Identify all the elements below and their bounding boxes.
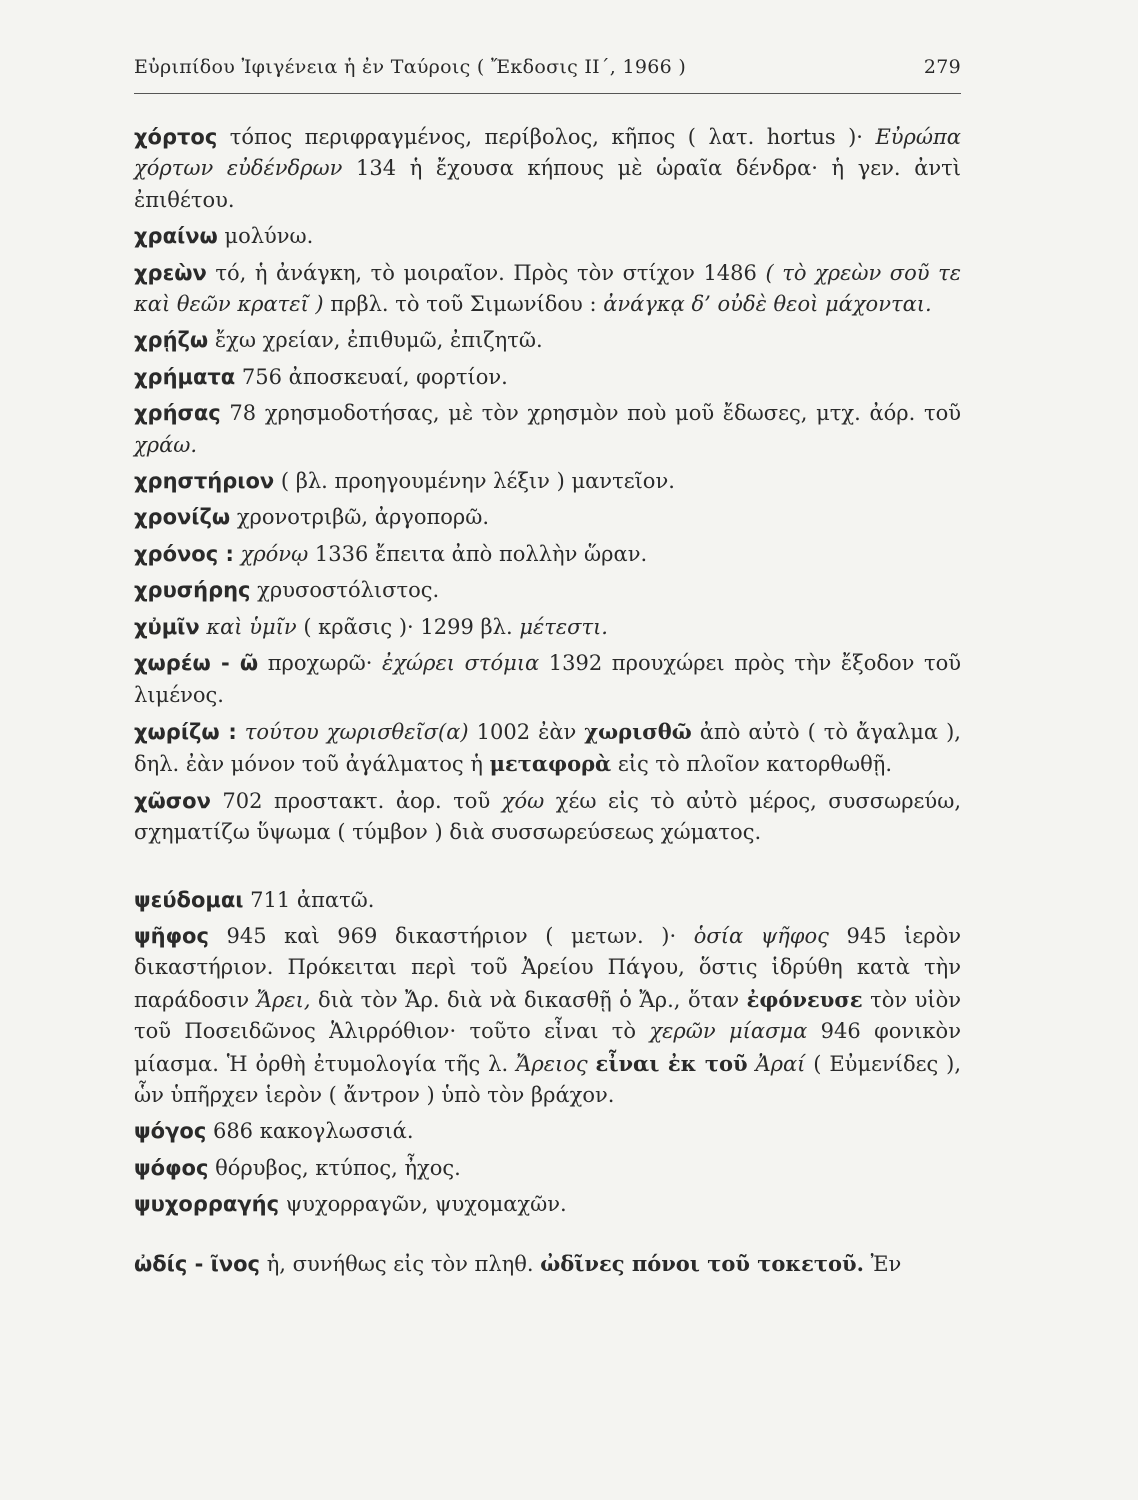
glossary-entry: χὐμῖν καὶ ὑμῖν ( κρᾶσις )· 1299 βλ. μέτεστι. [134,614,608,639]
lemma: χωρίζω : [134,719,237,744]
glossary-entry: χρυσήρης χρυσοστόλιστος. [134,578,440,603]
lemma: ψόφος [134,1155,209,1180]
glossary-entry: ψυχορραγής ψυχορραγῶν, ψυχομαχῶν. [134,1192,567,1217]
lemma: ψῆφος [134,923,209,948]
lemma: χρυσήρης [134,578,251,603]
lemma: χρήσας [134,401,221,426]
header-rule [134,93,961,94]
lemma: χὐμῖν [134,614,200,639]
lemma: χωρέω - ῶ [134,651,259,676]
glossary-entry: χρόνος : χρόνῳ 1336 ἔπειτα ἀπὸ πολλὴν ὥραν. [134,541,648,566]
glossary-entry: ὠδίς - ῖνος ἡ, συνήθως εἰς τὸν πληθ. ὠδῖνες πόνοι τοῦ τοκετοῦ. Ἐν [134,1250,902,1276]
lemma: χραίνω [134,224,218,249]
running-title: Εὐριπίδου Ἰφιγένεια ἡ ἐν Ταύροις ( Ἔκδοσις ΙΙ΄, 1966 ) [134,56,687,78]
glossary-entry: χρεὼν τό, ἡ ἀνάγκη, τὸ μοιραῖον. Πρὸς τὸν στίχον 1486 ( τὸ χρεὼν σοῦ τε καὶ θεῶν κρατεῖ ) πρβλ. τὸ τοῦ Σιμωνίδου : ἀνάγκᾳ δ’ οὐδὲ θεοὶ μάχονται. [134,260,961,317]
section-gap [134,1226,961,1248]
glossary-entry: χῶσον 702 προστακτ. ἀορ. τοῦ χόω χέω εἰς τὸ αὐτὸ μέρος, συσσωρεύω, σχηματίζω ὕψωμα ( τύμβον ) διὰ συσσωρεύσεως χώματος. [134,788,961,845]
section-gap [134,854,961,885]
lemma: ψεύδομαι [134,887,244,912]
glossary-entry: χραίνω μολύνω. [134,224,314,249]
lemma: ψυχορραγής [134,1192,280,1217]
lemma: ὠδίς - ῖνος [134,1251,261,1276]
lemma: χρόνος : [134,541,234,566]
glossary-entry: χρήσας 78 χρησμοδοτήσας, μὲ τὸν χρησμὸν ποὺ μοῦ ἔδωσες, μτχ. ἀόρ. τοῦ χράω. [134,401,961,457]
running-header [134,56,961,78]
glossary-entry: ψῆφος 945 καὶ 969 δικαστήριον ( μετων. )· ὁσία ψῆφος 945 ἱερὸν δικαστήριον. Πρόκειται περὶ τοῦ Ἀρείου Πάγου, ὅστις ἱδρύθη κατὰ τὴν παράδοσιν Ἄρει, διὰ τὸν Ἄρ. διὰ νὰ δικασθῇ ὁ Ἄρ., ὅταν ἐφόνευσε τὸν υἱὸν τοῦ Ποσειδῶνος Ἁλιρρόθιον· τοῦτο εἶναι τὸ χερῶν μίασμα 946 φονικὸν μίασμα. Ἡ ὀρθὴ ἐτυμολογία τῆς λ. Ἄρειος εἶναι ἐκ τοῦ Ἀραί ( Εὐμενίδες ), ὧν ὑπῆρχεν ἱερὸν ( ἄντρον ) ὑπὸ τὸν βράχον. [134,923,962,1107]
glossary-entry: χρήματα 756 ἀποσκευαί, φορτίον. [134,364,508,389]
lemma: χρῄζω [134,328,209,353]
glossary-entry: χρηστήριον ( βλ. προηγουμένην λέξιν ) μαντεῖον. [134,469,675,494]
glossary-entry: χόρτος τόπος περιφραγμένος, περίβολος, κῆπος ( λατ. hortus )· Εὐρώπα χόρτων εὐδένδρων 134 ἡ ἔχουσα κήπους μὲ ὡραῖα δένδρα· ἡ γεν. ἀντὶ ἐπιθέτου. [134,125,961,212]
lemma: χρεὼν [134,260,207,285]
lemma: ψόγος [134,1119,207,1144]
lemma: χῶσον [134,788,211,813]
glossary-entry: ψεύδομαι 711 ἀπατῶ. [134,887,375,912]
page-number: 279 [923,56,961,78]
lemma: χρονίζω [134,505,231,530]
glossary-entry: χωρέω - ῶ προχωρῶ· ἐχώρει στόμια 1392 προυχώρει πρὸς τὴν ἔξοδον τοῦ λιμένος. [134,651,961,707]
glossary-entry: χρονίζω χρονοτριβῶ, ἀργοπορῶ. [134,505,490,530]
glossary-body [134,122,961,1285]
glossary-entry: ψόγος 686 κακογλωσσιά. [134,1119,414,1144]
glossary-entry: χρῄζω ἔχω χρείαν, ἐπιθυμῶ, ἐπιζητῶ. [134,328,543,353]
glossary-entry: χωρίζω : τούτου χωρισθεῖσ(α) 1002 ἐὰν χωρισθῶ ἀπὸ αὐτὸ ( τὸ ἄγαλμα ), δηλ. ἐὰν μόνον τοῦ ἀγάλματος ἡ μεταφορὰ εἰς τὸ πλοῖον κατορθωθῇ. [134,718,961,777]
lemma: χρήματα [134,364,236,389]
lemma: χρηστήριον [134,469,275,494]
lemma: χόρτος [134,125,218,149]
glossary-entry: ψόφος θόρυβος, κτύπος, ἦχος. [134,1155,461,1180]
